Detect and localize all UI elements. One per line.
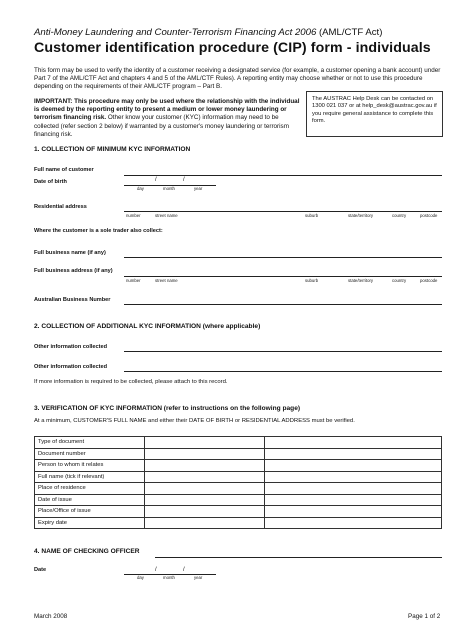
row-label: Place/Office of issue [35, 506, 145, 518]
row-label: Date of issue [35, 494, 145, 506]
baddr-suburb-caption: suburb [305, 278, 319, 283]
act-title [34, 27, 382, 38]
verification-note: At a minimum, CUSTOMER'S FULL NAME and either their DATE OF BIRTH or RESIDENTIAL ADDRESS must be verified. [34, 418, 355, 424]
dob-slash: / [183, 177, 185, 183]
baddr-state-caption: state/territory [348, 278, 374, 283]
addr-number-caption: number [126, 213, 141, 218]
intro-paragraph: This form may be used to verify the identity of a customer receiving a designated service (for example, a customer opening a bank account) under Part 7 of the AML/CTF Act and chapters 4 and 5 of the AML/CTF Rules). A reporting entity may choose whether or not to use this procedure depending on the requirements of their AML/CTF program – Part B. [34, 67, 441, 91]
row-label: Type of document [35, 437, 145, 449]
entry-cell-1[interactable] [145, 517, 265, 529]
business-name-field[interactable] [124, 257, 442, 258]
entry-cell-2[interactable] [265, 460, 442, 472]
abn-label: Australian Business Number [34, 297, 111, 303]
table-row [35, 471, 442, 483]
full-name-label: Full name of customer [34, 167, 94, 173]
row-label: Place of residence [35, 483, 145, 495]
table-row [35, 483, 442, 495]
business-address-label: Full business address (if any) [34, 268, 113, 274]
business-address-field[interactable] [124, 276, 442, 277]
dob-year-caption: year [194, 186, 203, 191]
baddr-number-caption: number [126, 278, 141, 283]
table-row [35, 437, 442, 449]
business-name-label: Full business name (if any) [34, 250, 106, 256]
sole-trader-label: Where the customer is a sole trader also collect: [34, 228, 163, 234]
act-abbrev: (AML/CTF Act) [316, 27, 383, 38]
table-row [35, 517, 442, 529]
entry-cell-2[interactable] [265, 517, 442, 529]
footer-date: March 2008 [34, 613, 68, 620]
section3-heading: 3. VERIFICATION OF KYC INFORMATION (refer to instructions on the following page) [34, 405, 301, 412]
addr-street-caption: street name [155, 213, 178, 218]
row-label: Expiry date [35, 517, 145, 529]
baddr-country-caption: country [392, 278, 407, 283]
verification-table [34, 436, 442, 529]
baddr-postcode-caption: postcode [420, 278, 438, 283]
date-slash: / [183, 567, 185, 573]
entry-cell-2[interactable] [265, 483, 442, 495]
entry-cell-1[interactable] [145, 460, 265, 472]
table-row [35, 506, 442, 518]
important-rest: Other know your customer (KYC) information may need to be collected (refer section 2 below) if warranted by a customer's money laundering or terrorism financing risk. [34, 114, 289, 138]
officer-date-label: Date [34, 567, 47, 573]
residential-field[interactable] [124, 211, 442, 212]
dob-day-caption: day [137, 186, 144, 191]
abn-field[interactable] [124, 304, 442, 305]
row-label: Full name (tick if relevant) [35, 471, 145, 483]
dob-month-caption: month [163, 186, 175, 191]
helpdesk-box: The AUSTRAC Help Desk can be contacted on 1300 021 037 or at help_desk@austrac.gov.au if you require general assistance to complete this form. [306, 91, 443, 137]
entry-cell-1[interactable] [145, 437, 265, 449]
entry-cell-1[interactable] [145, 483, 265, 495]
row-label: Document number [35, 448, 145, 460]
entry-cell-2[interactable] [265, 437, 442, 449]
date-day-caption: day [137, 575, 144, 580]
other-info-field-1[interactable] [124, 351, 442, 352]
addr-postcode-caption: postcode [420, 213, 438, 218]
entry-cell-2[interactable] [265, 448, 442, 460]
date-slash: / [155, 567, 157, 573]
act-name: Anti-Money Laundering and Counter-Terrorism Financing Act 2006 [34, 27, 317, 38]
addr-country-caption: country [392, 213, 407, 218]
residential-label: Residential address [34, 204, 87, 210]
important-bold: IMPORTANT: This procedure may only be used where the relationship with the individual is deemed by the reporting entity to present a medium or lower money laundering or terrorism financing risk. [34, 98, 300, 122]
addr-suburb-caption: suburb [305, 213, 319, 218]
row-label: Person to whom it relates [35, 460, 145, 472]
table-row [35, 460, 442, 472]
table-row [35, 448, 442, 460]
dob-slash: / [155, 177, 157, 183]
entry-cell-1[interactable] [145, 448, 265, 460]
table-row [35, 494, 442, 506]
entry-cell-1[interactable] [145, 506, 265, 518]
section1-heading: 1. COLLECTION OF MINIMUM KYC INFORMATION [34, 146, 191, 153]
other-info-label-1: Other information collected [34, 344, 108, 350]
addr-state-caption: state/territory [348, 213, 374, 218]
form-title: Customer identification procedure (CIP) form - individuals [34, 40, 431, 56]
entry-cell-2[interactable] [265, 471, 442, 483]
attach-note: If more information is required to be collected, please attach to this record. [34, 379, 228, 385]
section2-heading: 2. COLLECTION OF ADDITIONAL KYC INFORMATION (where applicable) [34, 323, 261, 330]
entry-cell-2[interactable] [265, 494, 442, 506]
footer-page: Page 1 of 2 [408, 613, 441, 620]
checking-officer-field[interactable] [155, 557, 442, 558]
dob-label: Date of birth [34, 179, 67, 185]
section4-heading: 4. NAME OF CHECKING OFFICER [34, 548, 140, 555]
date-year-caption: year [194, 575, 203, 580]
entry-cell-2[interactable] [265, 506, 442, 518]
other-info-field-2[interactable] [124, 371, 442, 372]
entry-cell-1[interactable] [145, 471, 265, 483]
important-note [34, 98, 302, 139]
baddr-street-caption: street name [155, 278, 178, 283]
date-month-caption: month [163, 575, 175, 580]
other-info-label-2: Other information collected [34, 364, 108, 370]
entry-cell-1[interactable] [145, 494, 265, 506]
full-name-field[interactable] [124, 175, 442, 176]
